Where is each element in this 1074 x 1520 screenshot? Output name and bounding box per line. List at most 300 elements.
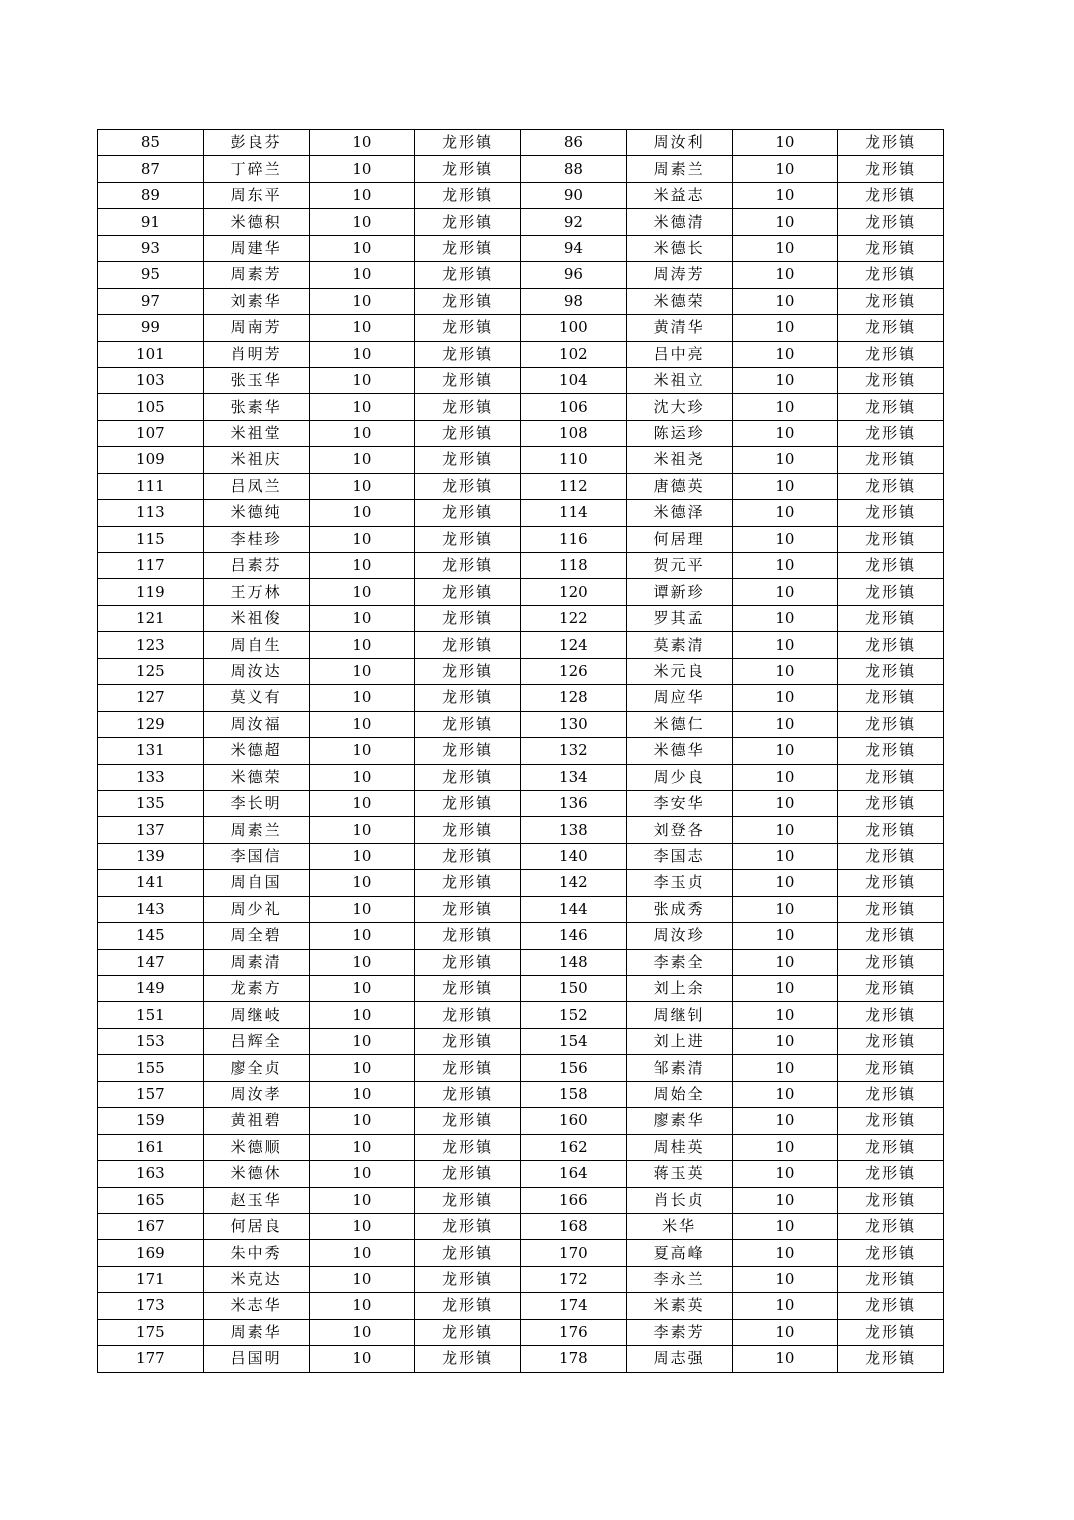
table-row [98, 420, 944, 446]
cell-index: 115 [98, 526, 204, 552]
cell-town: 龙形镇 [838, 1213, 944, 1239]
cell-name: 周继钊 [626, 1002, 732, 1028]
cell-name: 米德休 [203, 1161, 309, 1187]
cell-name: 刘登各 [626, 817, 732, 843]
cell-count: 10 [309, 1266, 415, 1292]
table-row [98, 738, 944, 764]
cell-index: 176 [521, 1319, 627, 1345]
cell-count: 10 [732, 1293, 838, 1319]
cell-town: 龙形镇 [415, 949, 521, 975]
cell-name: 刘上进 [626, 1028, 732, 1054]
cell-town: 龙形镇 [838, 658, 944, 684]
cell-index: 169 [98, 1240, 204, 1266]
cell-town: 龙形镇 [415, 367, 521, 393]
cell-index: 108 [521, 420, 627, 446]
cell-index: 138 [521, 817, 627, 843]
cell-name: 米祖俊 [203, 605, 309, 631]
cell-name: 吕中亮 [626, 341, 732, 367]
cell-count: 10 [309, 1293, 415, 1319]
cell-name: 肖长贞 [626, 1187, 732, 1213]
cell-name: 何居理 [626, 526, 732, 552]
cell-count: 10 [732, 843, 838, 869]
cell-town: 龙形镇 [838, 553, 944, 579]
cell-index: 98 [521, 288, 627, 314]
cell-count: 10 [309, 1213, 415, 1239]
cell-town: 龙形镇 [838, 1319, 944, 1345]
cell-name: 夏高峰 [626, 1240, 732, 1266]
cell-town: 龙形镇 [415, 923, 521, 949]
cell-town: 龙形镇 [838, 1134, 944, 1160]
cell-town: 龙形镇 [838, 394, 944, 420]
cell-name: 李国志 [626, 843, 732, 869]
cell-count: 10 [309, 341, 415, 367]
cell-town: 龙形镇 [838, 1108, 944, 1134]
table-row [98, 1240, 944, 1266]
cell-town: 龙形镇 [838, 526, 944, 552]
cell-town: 龙形镇 [838, 817, 944, 843]
cell-count: 10 [732, 447, 838, 473]
cell-town: 龙形镇 [415, 1346, 521, 1372]
cell-town: 龙形镇 [415, 632, 521, 658]
cell-name: 米祖堂 [203, 420, 309, 446]
table-row [98, 711, 944, 737]
cell-count: 10 [309, 262, 415, 288]
cell-count: 10 [732, 262, 838, 288]
table-row [98, 367, 944, 393]
cell-town: 龙形镇 [415, 1134, 521, 1160]
cell-index: 124 [521, 632, 627, 658]
table-row [98, 1213, 944, 1239]
table-row [98, 1028, 944, 1054]
cell-count: 10 [732, 870, 838, 896]
cell-name: 龙素方 [203, 976, 309, 1002]
cell-name: 吕素芬 [203, 553, 309, 579]
table-row [98, 526, 944, 552]
cell-index: 130 [521, 711, 627, 737]
cell-index: 120 [521, 579, 627, 605]
cell-count: 10 [732, 949, 838, 975]
cell-index: 129 [98, 711, 204, 737]
cell-name: 米元良 [626, 658, 732, 684]
table-row [98, 182, 944, 208]
cell-town: 龙形镇 [415, 209, 521, 235]
cell-town: 龙形镇 [415, 1055, 521, 1081]
table-row [98, 1187, 944, 1213]
cell-name: 周素兰 [626, 156, 732, 182]
cell-count: 10 [732, 658, 838, 684]
cell-name: 张玉华 [203, 367, 309, 393]
table-row [98, 553, 944, 579]
cell-name: 蒋玉英 [626, 1161, 732, 1187]
cell-name: 刘素华 [203, 288, 309, 314]
cell-index: 90 [521, 182, 627, 208]
cell-name: 周素清 [203, 949, 309, 975]
cell-name: 周建华 [203, 235, 309, 261]
cell-count: 10 [309, 685, 415, 711]
cell-index: 121 [98, 605, 204, 631]
table-row [98, 632, 944, 658]
cell-count: 10 [309, 1240, 415, 1266]
cell-name: 米祖庆 [203, 447, 309, 473]
cell-name: 米华 [626, 1213, 732, 1239]
cell-index: 160 [521, 1108, 627, 1134]
cell-index: 104 [521, 367, 627, 393]
cell-town: 龙形镇 [415, 1240, 521, 1266]
cell-town: 龙形镇 [838, 632, 944, 658]
cell-town: 龙形镇 [838, 130, 944, 156]
cell-index: 175 [98, 1319, 204, 1345]
cell-town: 龙形镇 [415, 976, 521, 1002]
cell-count: 10 [732, 817, 838, 843]
cell-town: 龙形镇 [838, 1081, 944, 1107]
table-row [98, 685, 944, 711]
cell-town: 龙形镇 [415, 156, 521, 182]
cell-town: 龙形镇 [415, 685, 521, 711]
cell-town: 龙形镇 [415, 1319, 521, 1345]
cell-count: 10 [732, 790, 838, 816]
table-row [98, 1134, 944, 1160]
cell-town: 龙形镇 [838, 1002, 944, 1028]
cell-name: 米德仁 [626, 711, 732, 737]
cell-index: 118 [521, 553, 627, 579]
cell-count: 10 [732, 605, 838, 631]
cell-index: 133 [98, 764, 204, 790]
cell-town: 龙形镇 [415, 341, 521, 367]
cell-index: 131 [98, 738, 204, 764]
cell-index: 103 [98, 367, 204, 393]
cell-index: 92 [521, 209, 627, 235]
cell-count: 10 [732, 500, 838, 526]
cell-index: 122 [521, 605, 627, 631]
table-row [98, 394, 944, 420]
table-row [98, 130, 944, 156]
cell-name: 肖明芳 [203, 341, 309, 367]
cell-town: 龙形镇 [415, 235, 521, 261]
cell-count: 10 [732, 632, 838, 658]
cell-count: 10 [309, 817, 415, 843]
cell-name: 廖素华 [626, 1108, 732, 1134]
cell-town: 龙形镇 [838, 500, 944, 526]
cell-count: 10 [309, 605, 415, 631]
cell-index: 110 [521, 447, 627, 473]
cell-town: 龙形镇 [415, 843, 521, 869]
cell-index: 149 [98, 976, 204, 1002]
cell-count: 10 [309, 394, 415, 420]
cell-town: 龙形镇 [838, 447, 944, 473]
cell-index: 155 [98, 1055, 204, 1081]
cell-count: 10 [732, 579, 838, 605]
cell-name: 米益志 [626, 182, 732, 208]
cell-name: 周少良 [626, 764, 732, 790]
cell-name: 沈大珍 [626, 394, 732, 420]
cell-index: 127 [98, 685, 204, 711]
table-row [98, 658, 944, 684]
table-row [98, 473, 944, 499]
cell-index: 137 [98, 817, 204, 843]
cell-name: 吕国明 [203, 1346, 309, 1372]
cell-count: 10 [732, 130, 838, 156]
cell-index: 102 [521, 341, 627, 367]
cell-name: 邹素清 [626, 1055, 732, 1081]
cell-index: 156 [521, 1055, 627, 1081]
cell-index: 144 [521, 896, 627, 922]
cell-name: 米祖立 [626, 367, 732, 393]
cell-count: 10 [732, 923, 838, 949]
cell-town: 龙形镇 [415, 288, 521, 314]
cell-index: 142 [521, 870, 627, 896]
cell-name: 罗其孟 [626, 605, 732, 631]
cell-name: 李永兰 [626, 1266, 732, 1292]
cell-count: 10 [309, 1108, 415, 1134]
cell-count: 10 [309, 526, 415, 552]
cell-town: 龙形镇 [415, 658, 521, 684]
cell-town: 龙形镇 [415, 1293, 521, 1319]
cell-index: 86 [521, 130, 627, 156]
cell-town: 龙形镇 [415, 1002, 521, 1028]
cell-index: 114 [521, 500, 627, 526]
cell-name: 黄祖碧 [203, 1108, 309, 1134]
table-row [98, 1108, 944, 1134]
cell-index: 152 [521, 1002, 627, 1028]
table-row [98, 262, 944, 288]
cell-index: 164 [521, 1161, 627, 1187]
cell-index: 107 [98, 420, 204, 446]
cell-town: 龙形镇 [838, 843, 944, 869]
cell-name: 周素兰 [203, 817, 309, 843]
cell-index: 163 [98, 1161, 204, 1187]
cell-name: 李国信 [203, 843, 309, 869]
cell-index: 143 [98, 896, 204, 922]
cell-index: 93 [98, 235, 204, 261]
cell-count: 10 [309, 738, 415, 764]
cell-count: 10 [732, 764, 838, 790]
cell-count: 10 [309, 288, 415, 314]
cell-name: 周汝珍 [626, 923, 732, 949]
cell-count: 10 [732, 315, 838, 341]
cell-index: 147 [98, 949, 204, 975]
cell-count: 10 [309, 1002, 415, 1028]
cell-count: 10 [309, 1081, 415, 1107]
cell-name: 周少礼 [203, 896, 309, 922]
cell-name: 周桂英 [626, 1134, 732, 1160]
cell-index: 112 [521, 473, 627, 499]
cell-town: 龙形镇 [415, 182, 521, 208]
cell-name: 周自国 [203, 870, 309, 896]
cell-index: 168 [521, 1213, 627, 1239]
cell-name: 廖全贞 [203, 1055, 309, 1081]
cell-town: 龙形镇 [838, 605, 944, 631]
cell-name: 周汝孝 [203, 1081, 309, 1107]
cell-count: 10 [732, 420, 838, 446]
cell-index: 170 [521, 1240, 627, 1266]
cell-name: 周汝达 [203, 658, 309, 684]
cell-count: 10 [732, 1108, 838, 1134]
cell-name: 何居良 [203, 1213, 309, 1239]
cell-count: 10 [732, 896, 838, 922]
cell-name: 丁碎兰 [203, 156, 309, 182]
cell-name: 米祖尧 [626, 447, 732, 473]
cell-count: 10 [732, 1028, 838, 1054]
cell-town: 龙形镇 [838, 209, 944, 235]
cell-index: 109 [98, 447, 204, 473]
cell-count: 10 [732, 394, 838, 420]
cell-name: 刘上余 [626, 976, 732, 1002]
cell-count: 10 [732, 1055, 838, 1081]
cell-index: 172 [521, 1266, 627, 1292]
cell-count: 10 [732, 1161, 838, 1187]
cell-index: 139 [98, 843, 204, 869]
cell-name: 朱中秀 [203, 1240, 309, 1266]
cell-town: 龙形镇 [838, 367, 944, 393]
cell-town: 龙形镇 [415, 394, 521, 420]
cell-index: 146 [521, 923, 627, 949]
cell-index: 128 [521, 685, 627, 711]
cell-count: 10 [732, 288, 838, 314]
cell-count: 10 [732, 553, 838, 579]
cell-name: 周涛芳 [626, 262, 732, 288]
cell-town: 龙形镇 [415, 817, 521, 843]
cell-town: 龙形镇 [838, 738, 944, 764]
cell-count: 10 [732, 367, 838, 393]
cell-index: 123 [98, 632, 204, 658]
table-row [98, 1161, 944, 1187]
cell-index: 97 [98, 288, 204, 314]
cell-name: 周继岐 [203, 1002, 309, 1028]
table-row [98, 1002, 944, 1028]
cell-town: 龙形镇 [838, 420, 944, 446]
cell-count: 10 [309, 500, 415, 526]
cell-town: 龙形镇 [415, 1161, 521, 1187]
table-row [98, 1081, 944, 1107]
cell-name: 李素全 [626, 949, 732, 975]
cell-town: 龙形镇 [415, 500, 521, 526]
cell-count: 10 [309, 1134, 415, 1160]
cell-town: 龙形镇 [415, 420, 521, 446]
cell-index: 134 [521, 764, 627, 790]
cell-town: 龙形镇 [415, 1266, 521, 1292]
cell-name: 李素芳 [626, 1319, 732, 1345]
cell-index: 96 [521, 262, 627, 288]
table-row [98, 500, 944, 526]
cell-name: 米德纯 [203, 500, 309, 526]
cell-count: 10 [309, 949, 415, 975]
cell-name: 李长明 [203, 790, 309, 816]
cell-index: 159 [98, 1108, 204, 1134]
cell-count: 10 [309, 976, 415, 1002]
cell-name: 周南芳 [203, 315, 309, 341]
cell-count: 10 [309, 1028, 415, 1054]
cell-count: 10 [732, 711, 838, 737]
cell-town: 龙形镇 [838, 341, 944, 367]
cell-count: 10 [309, 182, 415, 208]
cell-index: 173 [98, 1293, 204, 1319]
cell-count: 10 [732, 1187, 838, 1213]
cell-name: 周应华 [626, 685, 732, 711]
cell-name: 周素华 [203, 1319, 309, 1345]
table-row [98, 949, 944, 975]
cell-count: 10 [309, 870, 415, 896]
cell-count: 10 [309, 764, 415, 790]
cell-count: 10 [732, 1266, 838, 1292]
cell-index: 141 [98, 870, 204, 896]
table-row [98, 209, 944, 235]
cell-town: 龙形镇 [415, 526, 521, 552]
table-row [98, 843, 944, 869]
cell-name: 陈运珍 [626, 420, 732, 446]
cell-town: 龙形镇 [838, 182, 944, 208]
cell-count: 10 [732, 235, 838, 261]
cell-count: 10 [732, 156, 838, 182]
cell-index: 161 [98, 1134, 204, 1160]
cell-town: 龙形镇 [415, 1108, 521, 1134]
cell-index: 157 [98, 1081, 204, 1107]
cell-town: 龙形镇 [415, 130, 521, 156]
cell-name: 莫素清 [626, 632, 732, 658]
cell-name: 李玉贞 [626, 870, 732, 896]
cell-index: 132 [521, 738, 627, 764]
cell-name: 米克达 [203, 1266, 309, 1292]
cell-town: 龙形镇 [415, 790, 521, 816]
cell-count: 10 [732, 209, 838, 235]
cell-town: 龙形镇 [415, 262, 521, 288]
cell-count: 10 [309, 420, 415, 446]
cell-town: 龙形镇 [838, 870, 944, 896]
cell-town: 龙形镇 [415, 473, 521, 499]
table-row [98, 315, 944, 341]
cell-index: 177 [98, 1346, 204, 1372]
cell-town: 龙形镇 [838, 1187, 944, 1213]
cell-name: 周汝利 [626, 130, 732, 156]
cell-index: 89 [98, 182, 204, 208]
cell-name: 米德清 [626, 209, 732, 235]
table-row [98, 1293, 944, 1319]
cell-index: 94 [521, 235, 627, 261]
cell-count: 10 [309, 1346, 415, 1372]
cell-name: 李安华 [626, 790, 732, 816]
cell-index: 100 [521, 315, 627, 341]
cell-name: 周汝福 [203, 711, 309, 737]
table-row [98, 896, 944, 922]
cell-name: 莫义有 [203, 685, 309, 711]
cell-name: 周素芳 [203, 262, 309, 288]
cell-count: 10 [309, 1055, 415, 1081]
cell-count: 10 [732, 182, 838, 208]
cell-count: 10 [309, 315, 415, 341]
cell-index: 154 [521, 1028, 627, 1054]
cell-count: 10 [309, 790, 415, 816]
cell-index: 91 [98, 209, 204, 235]
cell-index: 140 [521, 843, 627, 869]
cell-count: 10 [732, 1346, 838, 1372]
cell-name: 米德荣 [626, 288, 732, 314]
cell-count: 10 [732, 526, 838, 552]
cell-count: 10 [732, 1319, 838, 1345]
cell-town: 龙形镇 [838, 156, 944, 182]
cell-count: 10 [309, 1319, 415, 1345]
cell-town: 龙形镇 [838, 1161, 944, 1187]
cell-index: 113 [98, 500, 204, 526]
cell-index: 151 [98, 1002, 204, 1028]
cell-name: 米德泽 [626, 500, 732, 526]
cell-count: 10 [732, 341, 838, 367]
cell-index: 150 [521, 976, 627, 1002]
cell-count: 10 [732, 1002, 838, 1028]
table-row [98, 288, 944, 314]
table-row [98, 976, 944, 1002]
cell-index: 166 [521, 1187, 627, 1213]
cell-name: 米德积 [203, 209, 309, 235]
cell-town: 龙形镇 [415, 1028, 521, 1054]
